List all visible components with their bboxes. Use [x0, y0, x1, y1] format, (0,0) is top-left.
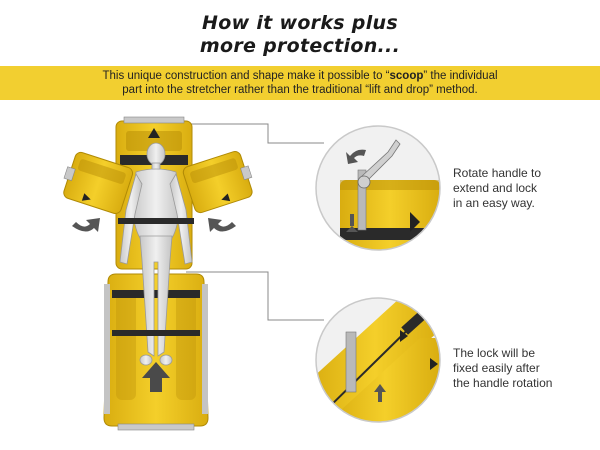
callout-connector-top: [186, 124, 324, 143]
curved-arrow-right-icon: [208, 218, 236, 232]
intro-text-after: ” the individual: [423, 70, 498, 82]
page-title-line-1: How it works plus: [202, 12, 398, 34]
stretcher-right-flap: [182, 149, 258, 214]
intro-text-before: This unique construction and shape make it possible to “: [102, 70, 390, 82]
callout-2-line-3: the handle rotation: [453, 376, 553, 390]
callout-1-line-1: Rotate handle to: [453, 166, 542, 180]
callout-2-line-2: fixed easily after: [453, 361, 540, 375]
callout-2-line-1: The lock will be: [453, 346, 536, 360]
detail-circle-lock: [310, 298, 440, 430]
callout-1-line-3: in an easy way.: [453, 196, 535, 210]
intro-text-line-2: part into the stretcher rather than the traditional “lift and drop” method.: [122, 84, 478, 96]
intro-emphasis: scoop: [389, 70, 424, 82]
curved-arrow-left-icon: [72, 218, 100, 232]
callout-text-lock: [453, 346, 593, 391]
callout-1-line-2: extend and lock: [453, 181, 538, 195]
callout-text-rotate-handle: [453, 166, 593, 211]
page-title-line-2: more protection...: [199, 35, 401, 57]
stretcher-leg-section: [104, 274, 208, 430]
detail-circle-handle-rotate: [316, 126, 440, 260]
